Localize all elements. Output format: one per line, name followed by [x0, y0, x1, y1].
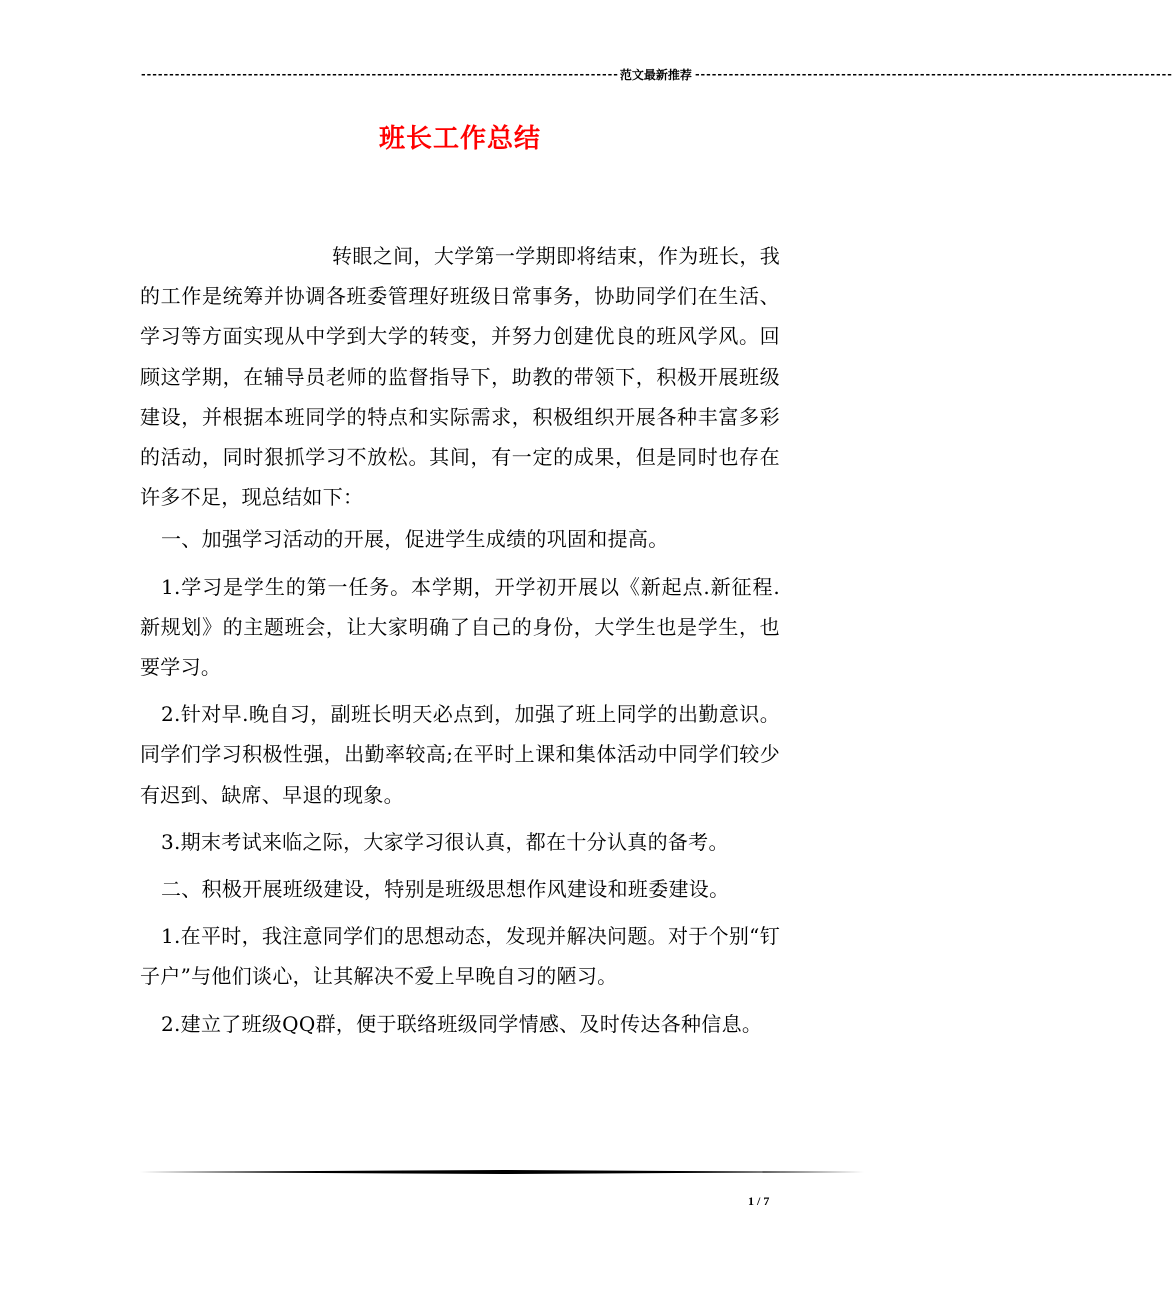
list-item: 1.在平时，我注意同学们的思想动态，发现并解决问题。对于个别“钉子户”与他们谈心，让其解决不爱上早晚自习的陋习。	[140, 924, 780, 989]
page-number: 1 / 7	[748, 1194, 770, 1208]
document-title: 班长工作总结	[378, 124, 541, 154]
footer-divider	[140, 1170, 864, 1174]
document-body	[140, 236, 780, 1044]
header-label: 范文最新推荐	[619, 68, 692, 82]
intro-paragraph: 转眼之间，大学第一学期即将结束，作为班长，我的工作是统筹并协调各班委管理好班级日常事务，协助同学们在生活、学习等方面实现从中学到大学的转变，并努力创建优良的班风学风。回顾这学期，在辅导员老师的监督指导下，助教的带领下，积极开展班级建设，并根据本班同学的特点和实际需求，积极组织开展各种丰富多彩的活动，同时狠抓学习不放松。其间，有一定的成果，但是同时也存在许多不足，现总结如下：	[140, 244, 780, 510]
section-heading-1: 一、加强学习活动的开展，促进学生成绩的巩固和提高。	[161, 527, 669, 552]
list-item: 2.针对早.晚自习，副班长明天必点到，加强了班上同学的出勤意识。同学们学习积极性强，出勤率较高;在平时上课和集体活动中同学们较少有迟到、缺席、早退的现象。	[140, 702, 780, 807]
list-item: 1.学习是学生的第一任务。本学期，开学初开展以《新起点.新征程.新规划》的主题班会，让大家明确了自己的身份，大学生也是学生，也要学习。	[140, 574, 780, 680]
list-item: 3.期末考试来临之际，大家学习很认真，都在十分认真的备考。	[161, 829, 729, 854]
header-dashes-right: -------------------------------------------------------------------------------------	[693, 68, 1172, 81]
list-item: 2.建立了班级QQ群，便于联络班级同学情感、及时传达各种信息。	[161, 1011, 763, 1036]
section-heading-2: 二、积极开展班级建设，特别是班级思想作风建设和班委建设。	[161, 877, 730, 902]
page-header	[140, 66, 1172, 83]
header-dashes-left: -------------------------------------------------------------------------------------	[140, 68, 618, 81]
